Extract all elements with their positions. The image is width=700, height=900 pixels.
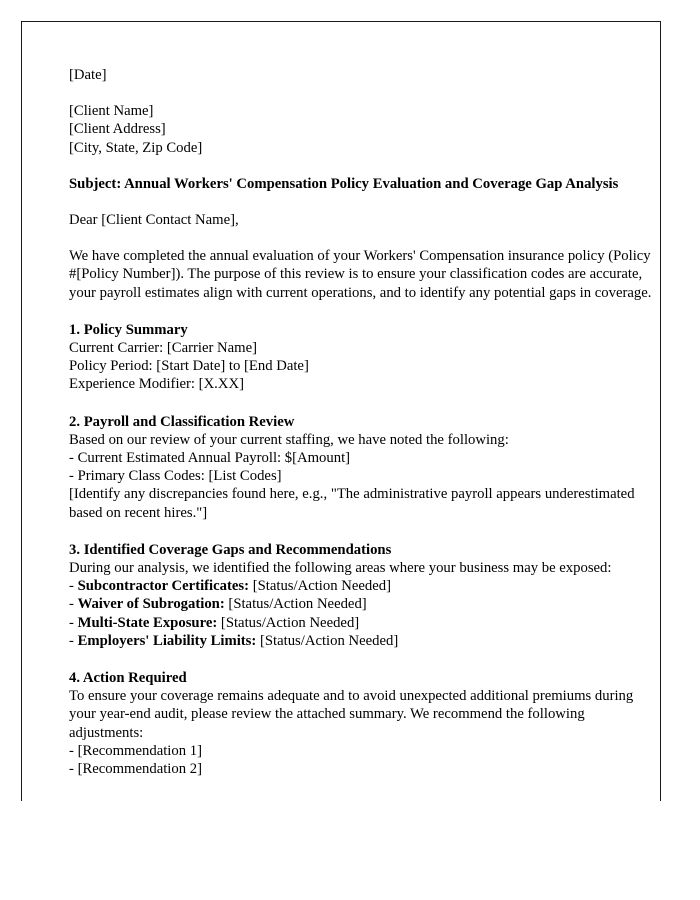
payroll-discrepancy-note: [Identify any discrepancies found here, e.g., "The administrative payroll appears underestimated based on recent hires."]: [69, 486, 635, 521]
gap-dash: -: [69, 596, 78, 613]
coverage-gap-item: [69, 632, 661, 650]
spacer-after-recipient: [69, 157, 661, 175]
gap-label: Waiver of Subrogation:: [77, 596, 225, 613]
document-page-frame: [21, 21, 661, 801]
section-payroll-classification-review: [69, 413, 661, 522]
action-required-recommendation: - [Recommendation 1]: [69, 742, 202, 759]
gap-value: [Status/Action Needed]: [217, 614, 360, 631]
section-coverage-gaps: [69, 541, 661, 650]
spacer-after-section-2: [69, 522, 661, 541]
action-required-recommendation: - [Recommendation 2]: [69, 761, 202, 778]
salutation: Dear [Client Contact Name],: [69, 212, 239, 229]
payroll-bullet-class-codes: - Primary Class Codes: [List Codes]: [69, 468, 282, 485]
policy-summary-experience-modifier: Experience Modifier: [X.XX]: [69, 376, 244, 393]
coverage-gap-item: [69, 595, 661, 613]
document-body: [69, 66, 661, 778]
section-policy-summary: [69, 321, 661, 394]
gap-label: Subcontractor Certificates:: [77, 578, 250, 595]
policy-summary-period: Policy Period: [Start Date] to [End Date]: [69, 358, 309, 375]
coverage-gap-item: [69, 577, 661, 595]
recipient-line-address: [Client Address]: [69, 121, 166, 138]
date-placeholder: [Date]: [69, 67, 107, 83]
gap-value: [Status/Action Needed]: [224, 596, 367, 613]
section-heading: 1. Policy Summary: [69, 321, 188, 338]
gap-value: [Status/Action Needed]: [256, 632, 399, 649]
intro-paragraph: We have completed the annual evaluation of your Workers' Compensation insurance policy (Policy #[Policy Number]). The purpose of this review is to ensure your classification codes are accurate, your payroll estimates align with current operations, and to identify any potential gaps in coverage.: [69, 248, 652, 301]
spacer-after-section-3: [69, 650, 661, 669]
gap-dash: -: [69, 578, 78, 595]
spacer-after-subject: [69, 193, 661, 211]
spacer-after-salutation: [69, 229, 661, 247]
payroll-bullet-annual-payroll: - Current Estimated Annual Payroll: $[Amount]: [69, 450, 351, 467]
action-required-lead-text: To ensure your coverage remains adequate and to avoid unexpected additional premiums during your year-end audit, please review the attached summary. We recommend the following adjustments:: [69, 688, 634, 741]
section-heading: 2. Payroll and Classification Review: [69, 413, 295, 430]
spacer-after-date: [69, 84, 661, 102]
spacer-after-intro: [69, 302, 661, 321]
recipient-address-block: [69, 102, 661, 157]
policy-summary-carrier: Current Carrier: [Carrier Name]: [69, 340, 257, 357]
gap-label: Multi-State Exposure:: [77, 614, 218, 631]
gap-value: [Status/Action Needed]: [249, 578, 391, 595]
subject-line: Subject: Annual Workers' Compensation Policy Evaluation and Coverage Gap Analysis: [69, 175, 619, 192]
section-heading: 3. Identified Coverage Gaps and Recommendations: [69, 541, 392, 558]
recipient-line-city-state-zip: [City, State, Zip Code]: [69, 139, 203, 156]
coverage-gaps-lead-text: During our analysis, we identified the following areas where your business may be exposed:: [69, 560, 612, 577]
spacer-after-section-1: [69, 394, 661, 413]
gap-dash: -: [69, 632, 78, 649]
gap-label: Employers' Liability Limits:: [77, 632, 257, 649]
payroll-lead-text: Based on our review of your current staffing, we have noted the following:: [69, 431, 509, 448]
section-action-required: [69, 669, 661, 778]
recipient-line-name: [Client Name]: [69, 103, 154, 120]
section-heading: 4. Action Required: [69, 670, 187, 687]
coverage-gap-item: [69, 614, 661, 632]
gap-dash: -: [69, 614, 78, 631]
